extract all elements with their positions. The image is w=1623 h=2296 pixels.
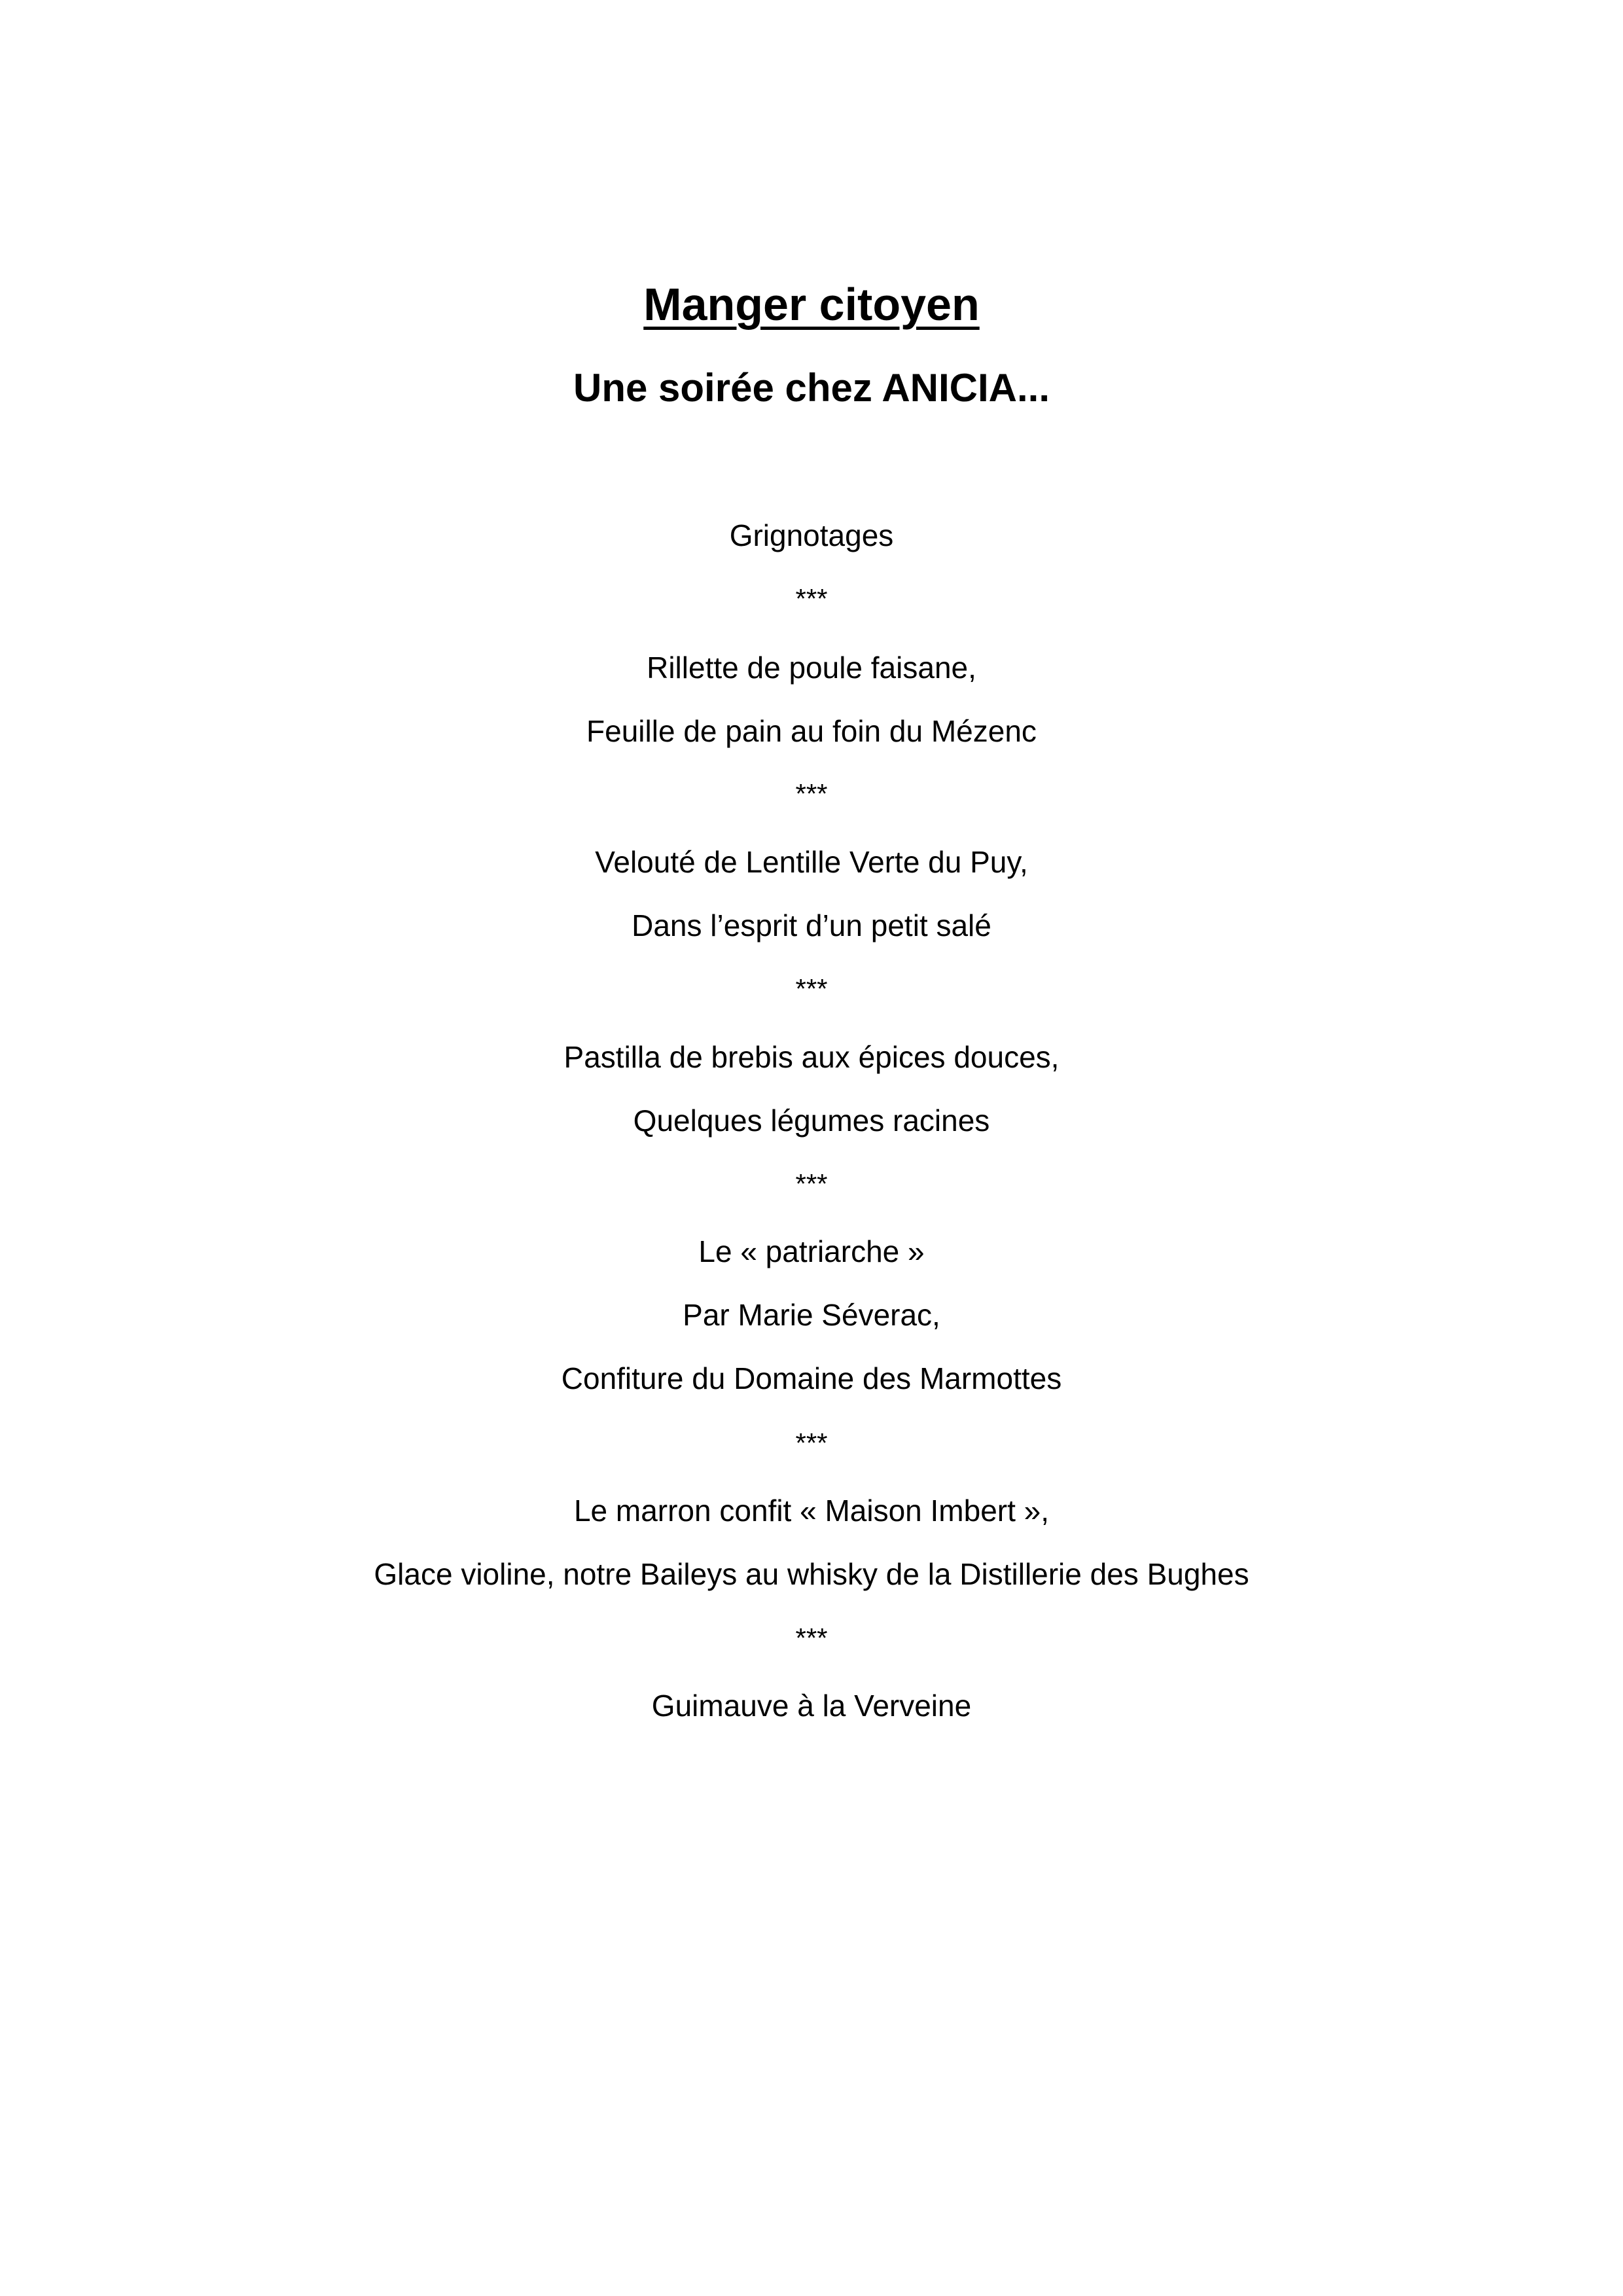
- page-subtitle: Une soirée chez ANICIA...: [573, 366, 1050, 410]
- menu-item-rillette-detail: Feuille de pain au foin du Mézenc: [586, 714, 1037, 748]
- page-title-text: Manger citoyen: [643, 279, 980, 330]
- menu-item-marron-detail: Glace violine, notre Baileys au whisky de la Distillerie des Bughes: [374, 1557, 1249, 1591]
- menu-separator: ***: [795, 583, 828, 614]
- menu-separator: ***: [795, 973, 828, 1004]
- menu-separator: ***: [795, 1623, 828, 1653]
- menu-item-patriarche-producer: Par Marie Séverac,: [683, 1298, 940, 1332]
- menu-item-pastilla: Pastilla de brebis aux épices douces,: [563, 1040, 1060, 1074]
- menu-item-patriarche-confiture: Confiture du Domaine des Marmottes: [561, 1361, 1062, 1395]
- menu-item-guimauve: Guimauve à la Verveine: [651, 1689, 972, 1723]
- page-title: [0, 275, 1623, 334]
- menu-separator: ***: [795, 1168, 828, 1199]
- menu-separator: ***: [795, 778, 828, 809]
- menu-item-pastilla-detail: Quelques légumes racines: [633, 1103, 990, 1138]
- menu-separator: ***: [795, 1427, 828, 1458]
- menu-item-veloute: Velouté de Lentille Verte du Puy,: [595, 845, 1028, 879]
- menu-item-patriarche: Le « patriarche »: [698, 1234, 925, 1268]
- menu-item-rillette: Rillette de poule faisane,: [647, 651, 976, 685]
- menu-item-grignotages: Grignotages: [729, 518, 894, 552]
- menu-item-veloute-detail: Dans l’esprit d’un petit salé: [632, 908, 991, 942]
- menu-item-marron: Le marron confit « Maison Imbert »,: [573, 1494, 1050, 1528]
